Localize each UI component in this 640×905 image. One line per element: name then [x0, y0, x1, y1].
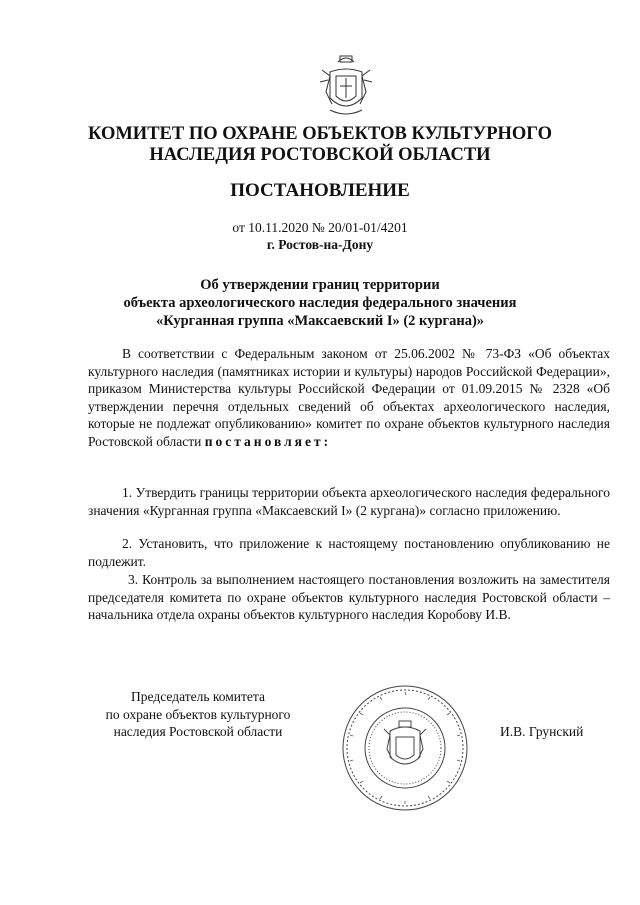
preamble-text: В соответствии с Федеральным законом от 25.06.2002 № 73-ФЗ «Об объектах культурного наследия (памятниках истории и культуры) народов Российской Федерации», приказом Министерства культуры Российской Федерации от 01.09.2015 № 2328 «Об утверждении перечня отдельных сведений об объектах археологического наследия, которые не подлежат опубликованию» комитет по охране объектов культурного наследия Ростовской области — [88, 346, 610, 449]
position-line1: Председатель комитета — [131, 689, 265, 704]
item-3: 3. Контроль за выполнением настоящего постановления возложить на заместителя председателя комитета по охране объектов культурного наследия Ростовской области – начальника отдела охраны объектов культурного наследия Коробову И.В. — [88, 572, 610, 622]
city: г. Ростов-на-Дону — [266, 237, 374, 252]
committee-name-line1: КОМИТЕТ ПО ОХРАНЕ ОБЪЕКТОВ КУЛЬТУРНОГО — [88, 124, 552, 144]
subject-line2: объекта археологического наследия федерального значения — [123, 295, 517, 311]
signatory-position — [78, 688, 318, 741]
coat-of-arms-emblem — [316, 52, 376, 120]
official-seal-stamp — [340, 683, 470, 813]
preamble-paragraph — [88, 345, 610, 450]
item-1: 1. Утвердить границы территории объекта археологического наследия федерального значения «Курганная группа «Максаевский I» (2 кургана)» согласно приложению. — [88, 485, 610, 518]
date-number: от 10.11.2020 № 20/01-01/4201 — [232, 220, 408, 235]
decree-word: постановляет: — [204, 433, 332, 449]
subject-line1: Об утверждении границ территории — [200, 277, 440, 293]
committee-name-line2: НАСЛЕДИЯ РОСТОВСКОЙ ОБЛАСТИ — [149, 145, 491, 165]
subject-line3: «Курганная группа «Максаевский I» (2 кургана)» — [155, 313, 485, 329]
document-type-title: ПОСТАНОВЛЕНИЕ — [230, 180, 410, 201]
item-2: 2. Установить, что приложение к настоящему постановлению опубликованию не подлежит. — [88, 536, 610, 569]
signatory-name: И.В. Грунский — [500, 724, 584, 739]
position-line3: наследия Ростовской области — [113, 724, 283, 739]
position-line2: по охране объектов культурного — [105, 706, 291, 722]
